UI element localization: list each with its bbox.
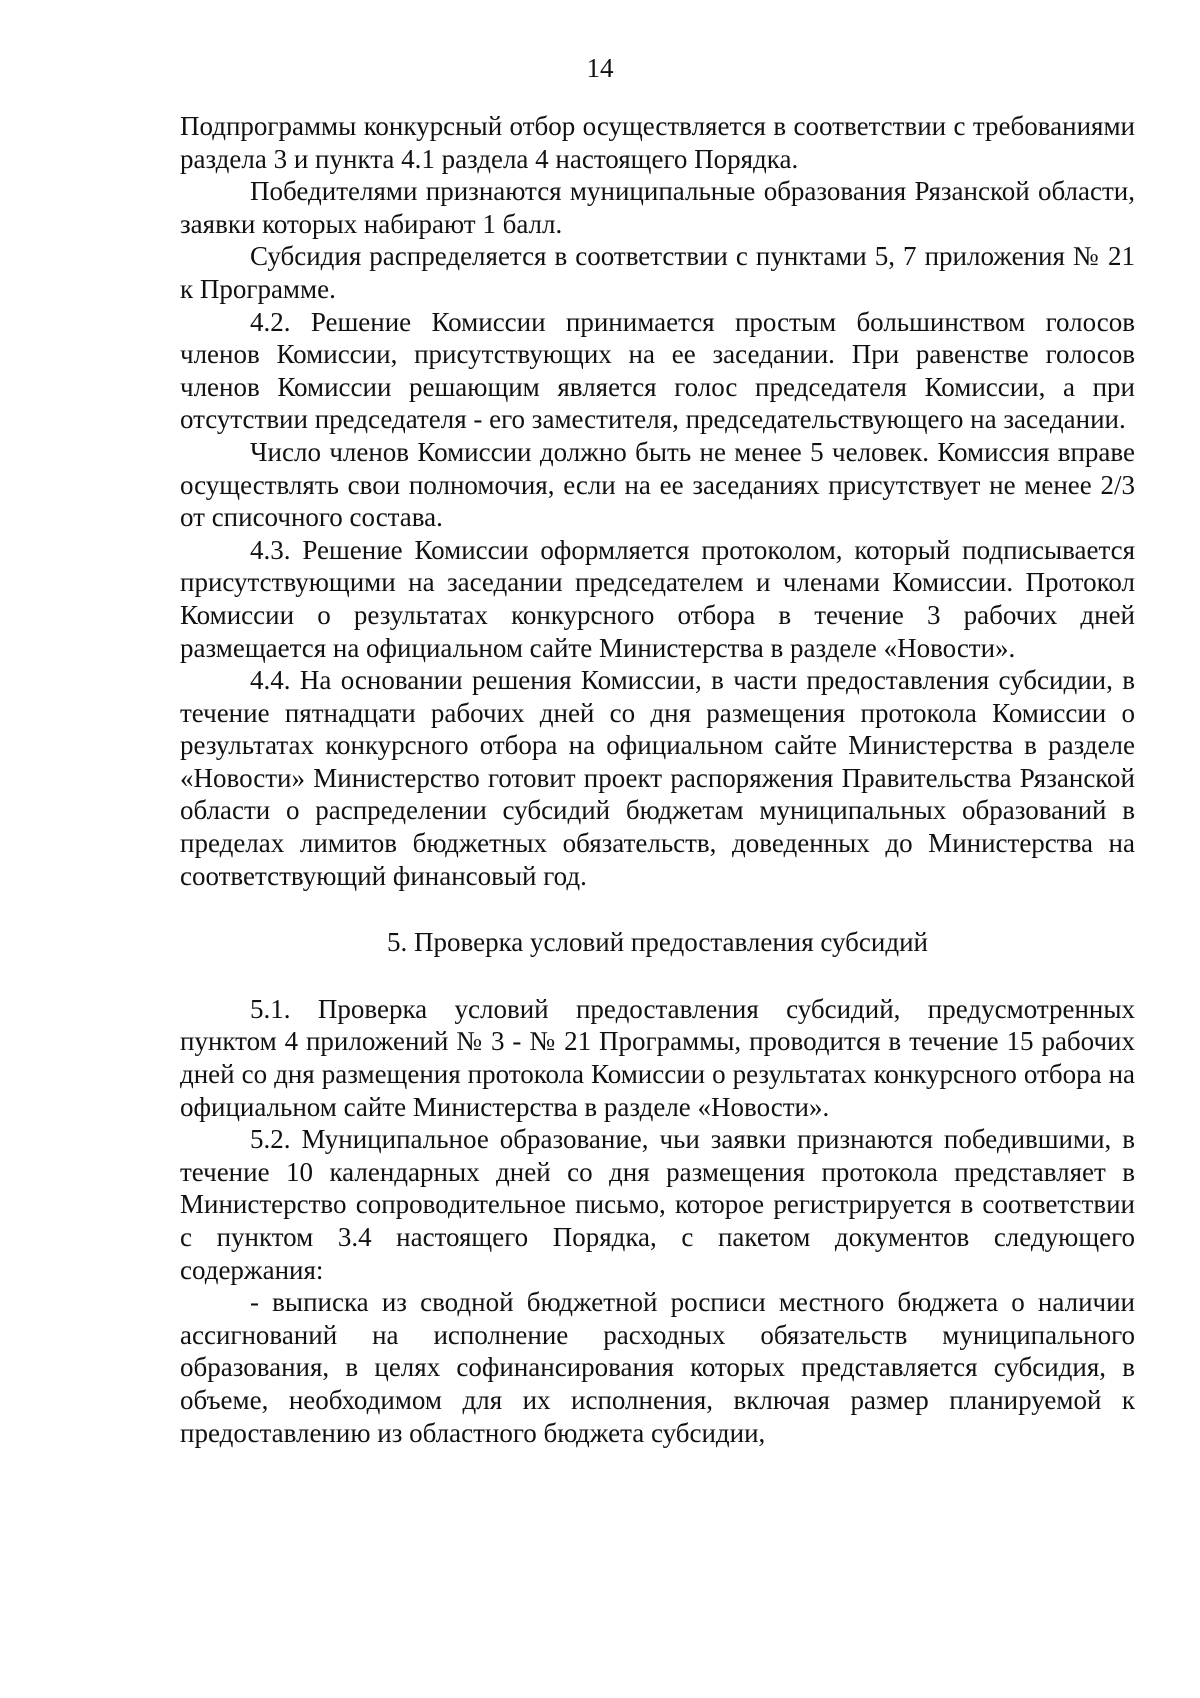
paragraph: Подпрограммы конкурсный отбор осуществляется в соответствии с требованиями раздела 3 и пункта 4.1 раздела 4 настоящего Порядка. xyxy=(180,111,1135,174)
paragraph: 4.2. Решение Комиссии принимается простым большинством голосов членов Комиссии, присутствующих на ее заседании. При равенстве голосов членов Комиссии решающим является голос председателя Комиссии, а при отсутствии председателя - его заместителя, председательствующего на заседании. xyxy=(180,306,1135,435)
list-item: - выписка из сводной бюджетной росписи местного бюджета о наличии ассигнований на исполнение расходных обязательств муниципального образования, в целях софинансирования которых представляется субсидия, в объеме, необходимом для их исполнения, включая размер планируемой к предоставлению из областного бюджета субсидии, xyxy=(180,1287,1135,1448)
paragraph: Победителями признаются муниципальные образования Рязанской области, заявки которых набирают 1 балл. xyxy=(180,176,1135,239)
paragraph: Число членов Комиссии должно быть не менее 5 человек. Комиссия вправе осуществлять свои полномочия, если на ее заседаниях присутствует не менее 2/3 от списочного состава. xyxy=(180,436,1135,533)
page-number: 14 xyxy=(586,53,614,83)
document-body xyxy=(180,110,1135,1449)
paragraph: 5.2. Муниципальное образование, чьи заявки признаются победившими, в течение 10 календарных дней со дня размещения протокола представляет в Министерство сопроводительное письмо, которое регистрируется в соответствии с пунктом 3.4 настоящего Порядка, с пакетом документов следующего содержания: xyxy=(180,1124,1135,1285)
paragraph: 5.1. Проверка условий предоставления субсидий, предусмотренных пунктом 4 приложений № 3 - № 21 Программы, проводится в течение 15 рабочих дней со дня размещения протокола Комиссии о результатах конкурсного отбора на официальном сайте Министерства в разделе «Новости». xyxy=(180,993,1135,1122)
paragraph: 4.3. Решение Комиссии оформляется протоколом, который подписывается присутствующими на заседании председателем и членами Комиссии. Протокол Комиссии о результатах конкурсного отбора в течение 3 рабочих дней размещается на официальном сайте Министерства в разделе «Новости». xyxy=(180,534,1135,663)
paragraph: Субсидия распределяется в соответствии с пунктами 5, 7 приложения № 21 к Программе. xyxy=(180,241,1135,304)
section-heading: 5. Проверка условий предоставления субсидий xyxy=(387,927,928,958)
paragraph: 4.4. На основании решения Комиссии, в части предоставления субсидии, в течение пятнадцати рабочих дней со дня размещения протокола Комиссии о результатах конкурсного отбора на официальном сайте Министерства в разделе «Новости» Министерство готовит проект распоряжения Правительства Рязанской области о распределении субсидий бюджетам муниципальных образований в пределах лимитов бюджетных обязательств, доведенных до Министерства на соответствующий финансовый год. xyxy=(180,665,1135,891)
